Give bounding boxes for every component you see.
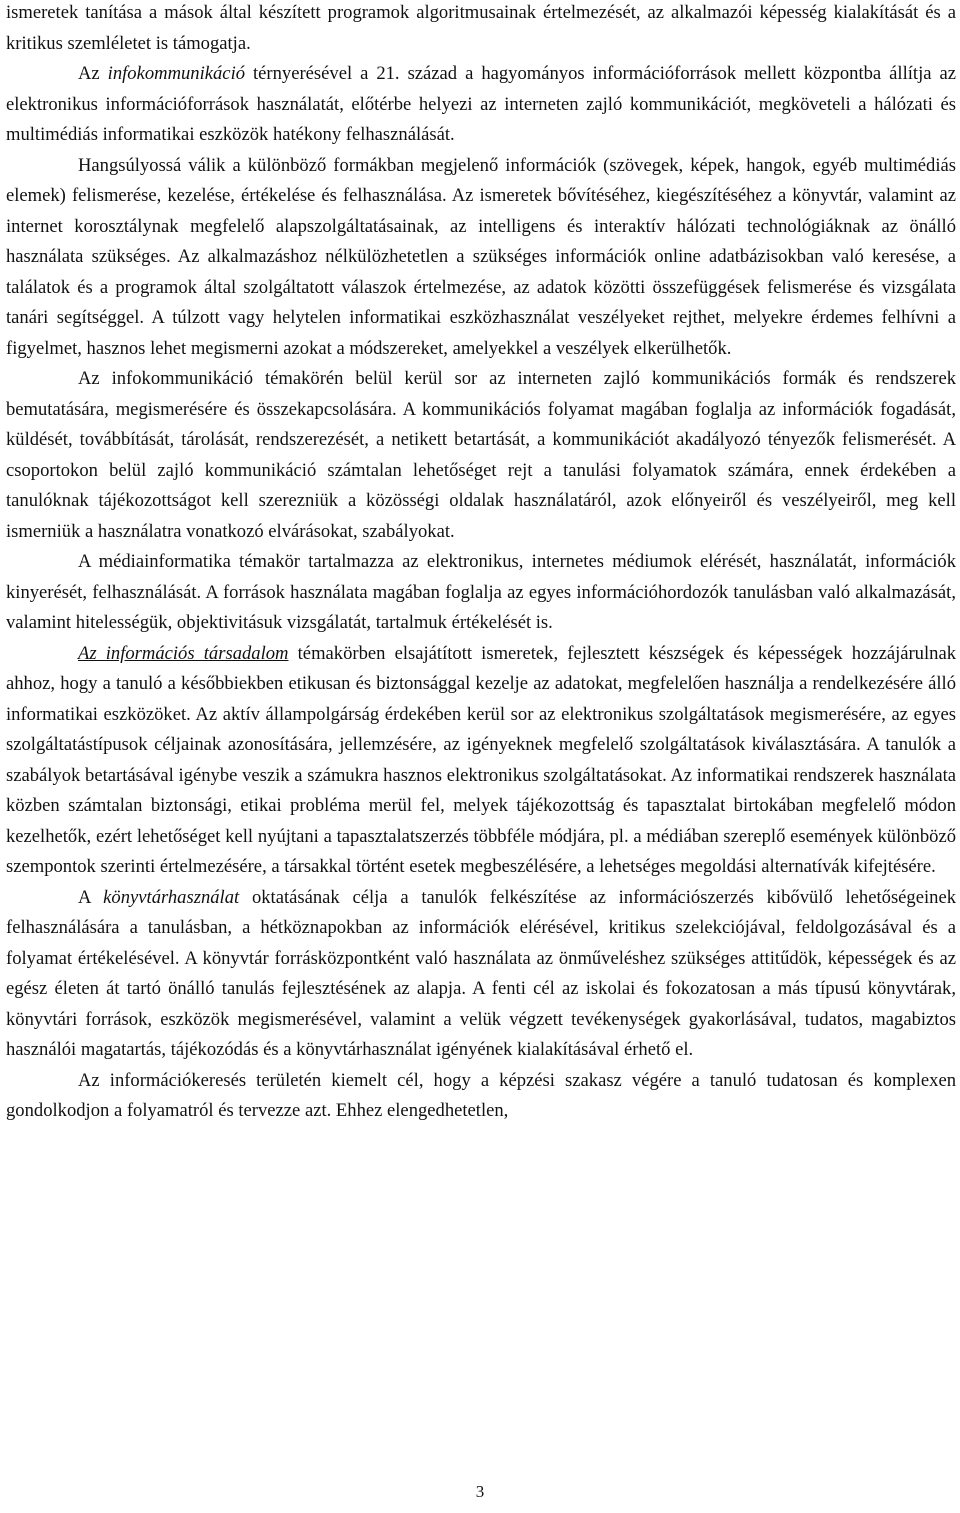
paragraph-konyvtar — [6, 883, 956, 1066]
text-segment: Hangsúlyossá válik a különböző formákban megjelenő információk (szövegek, képek, hangok, egyéb multimédiás elemek) felismerése, kezelése, értékelése és felhasználása. Az ismeretek bővítéséhez, kiegészítéséhez a könyvtár, valamint az internet korosztálynak megfelelő alapszolgáltatásainak, az intelligens és interaktív hálózati technológiáknak az önálló használata szükséges. Az alkalmazáshoz nélkülözhetetlen a szükséges információk online adatbázisokban való keresése, a találatok és a programok által szolgáltatott válaszok értelmezése, az adatok közötti összefüggések felismerése és vizsgálata tanári segítséggel. A túlzott vagy helytelen informatikai eszközhasználat veszélyeket rejthet, melyekre érdemes felhívni a figyelmet, hasznos lehet megismerni azokat a módszereket, amelyekkel a veszélyek elkerülhetők. — [6, 154, 956, 359]
page-number: 3 — [475, 1482, 485, 1501]
paragraph-infokommunikacio — [6, 59, 956, 151]
text-segment: Az infokommunikáció témakörén belül kerül sor az interneten zajló kommunikációs formák és rendszerek bemutatására, megismerésére és összekapcsolására. A kommunikációs folyamat magában foglalja az információk fogadását, küldését, továbbítását, tárolását, rendszerezését, a netikett betartását, a kommunikációt akadályozó tényezők felismerését. A csoportokon belül zajló kommunikáció számtalan lehetőséget rejt a tanulási folyamatok számára, ennek érdekében a tanulóknak tájékozottságot kell szerezniük a közösségi oldalak használatáról, azok előnyeiről és veszélyeiről, meg kell ismerniük a használatra vonatkozó elvárásokat, szabályokat. — [6, 368, 956, 542]
paragraph-informaciokereses — [6, 1066, 956, 1127]
emphasis-term-underlined: Az információs társadalom — [78, 642, 289, 664]
text-segment: A — [78, 886, 104, 908]
emphasis-term: könyvtárhasználat — [103, 886, 240, 908]
text-segment: A médiainformatika témakör tartalmazza az elektronikus, internetes médiumok elérését, használatát, információk kinyerését, felhasználását. A források használata magában foglalja az egyes információhordozók tanulásban való alkalmazását, valamint hitelességük, objektivitásuk vizsgálatát, tartalmuk értékelését is. — [6, 551, 956, 633]
text-segment: Az — [78, 63, 108, 84]
text-segment: térnyerésével a 21. század a hagyományos információforrások mellett központba állítja az elektronikus információforrások használatát, előtérbe helyezi az interneten zajló kommunikációt, megköveteli a hálózati és multimédiás informatikai eszközök hatékony felhasználását. — [6, 63, 956, 145]
text-segment: Az információkeresés területén kiemelt cél, hogy a képzési szakasz végére a tanuló tudatosan és komplexen gondolkodjon a folyamatról és tervezze azt. Ehhez elengedhetetlen, — [6, 1069, 956, 1121]
text-segment: oktatásának célja a tanulók felkészítése az információszerzés kibővülő lehetőségeinek felhasználására a tanulásban, a hétköznapokban az információk elérésével, kritikus szelekciójával, feldolgozásával és a folyamat értékelésével. A könyvtár forrásközpontként való használata az önműveléshez szükséges attitűdök, képességek és az egész életen át tartó önálló tanulás fejlesztésének az alapja. A fenti cél az iskolai és fokozatosan a más típusú könyvtárak, könyvtári források, eszközök megismerésével, valamint a velük végzett tevékenységek gyakorlásával, tudatos, magabiztos használói magatartás, tájékozódás és a könyvtárhasználat igényének kialakításával érhető el. — [6, 886, 956, 1060]
text-segment: témakörben elsajátított ismeretek, fejlesztett készségek és képességek hozzájárulnak ahhoz, hogy a tanuló a későbbiekben etikusan és biztonsággal kezelje az adatokat, megfelelően használja a rendelkezésére álló informatikai eszközöket. Az aktív állampolgárság érdekében kerül sor az elektronikus szolgáltatások megismerésére, az egyes szolgáltatástípusok céljainak azonosítására, jellemzésére, az igényeknek megfelelő szolgáltatások kiválasztására. A tanulók a szabályok betartásával igénybe veszik a számukra hasznos elektronikus szolgáltatásokat. Az informatikai rendszerek használata közben számtalan biztonsági, etikai probléma merül fel, melyek tájékozottság és tapasztalat birtokában megfelelő módon kezelhetők, ezért lehetőséget kell nyújtani a tapasztalatszerzés többféle módjára, pl. a médiában szereplő események különböző szempontok szerinti értelmezésére, a társakkal történt esetek megbeszélésére, a lehetséges megoldási alternatívák kifejtésére. — [6, 642, 956, 877]
paragraph-tarsadalom — [6, 639, 956, 883]
text-segment: ismeretek tanítása a mások által készített programok algoritmusainak értelmezését, az alkalmazói képesség kialakítását és a kritikus szemléletet is támogatja. — [6, 2, 956, 54]
paragraph-mediainformatika — [6, 547, 956, 639]
paragraph-continuation — [6, 0, 956, 59]
body-text — [6, 0, 956, 1127]
paragraph-temakoren — [6, 364, 956, 547]
emphasis-term: infokommunikáció — [107, 63, 246, 84]
paragraph-hangsulyossa — [6, 151, 956, 365]
